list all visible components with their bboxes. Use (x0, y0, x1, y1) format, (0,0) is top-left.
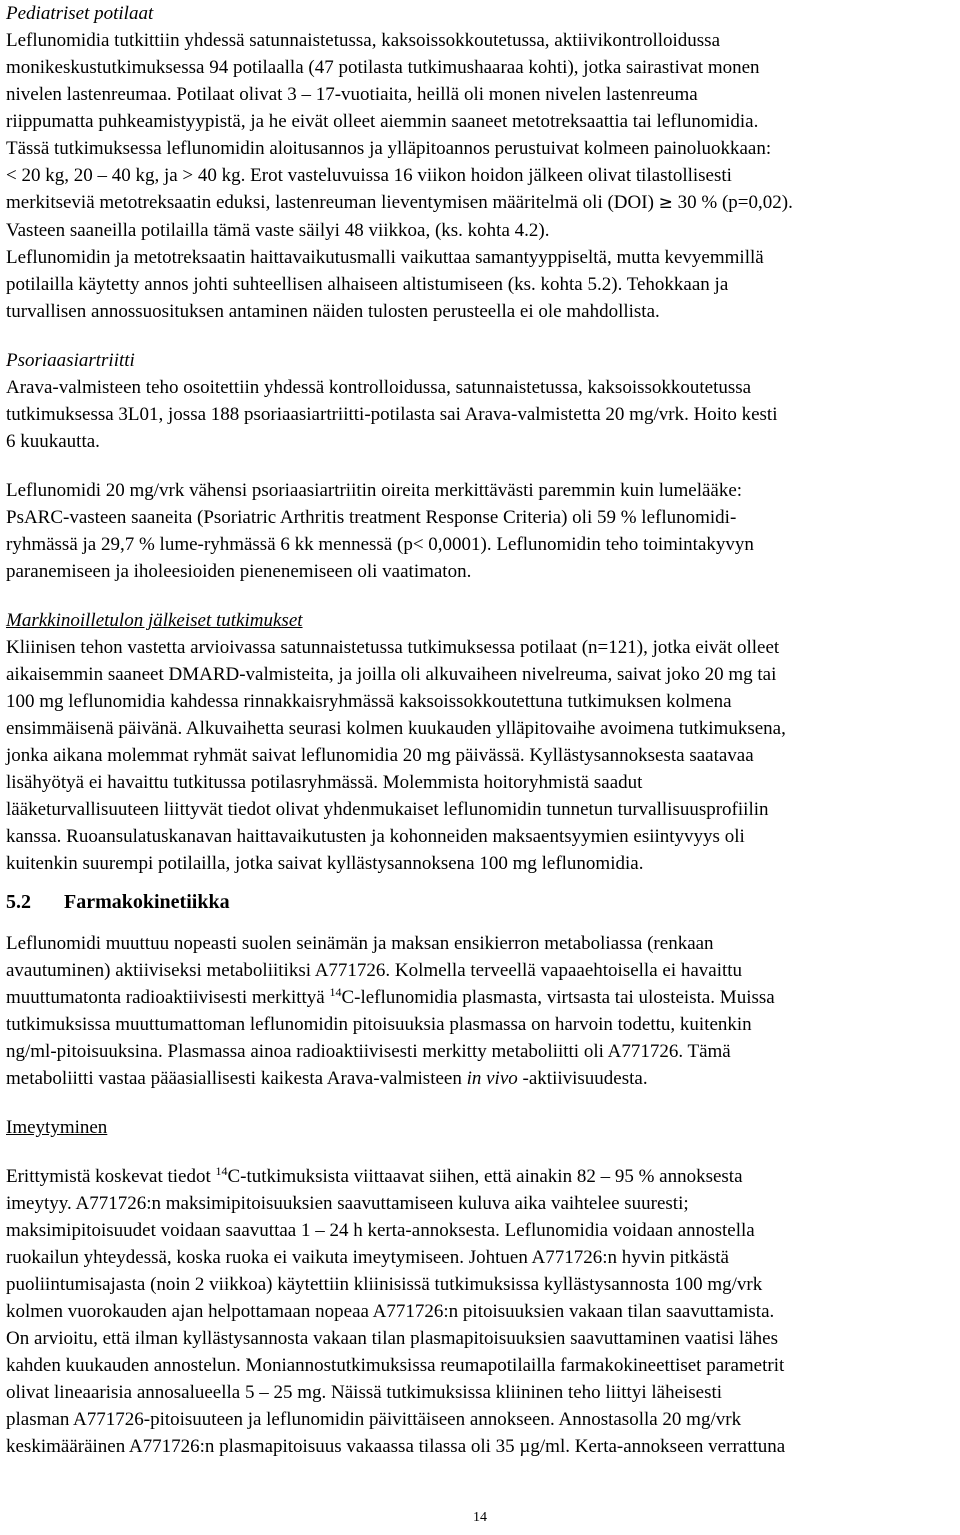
text-span: merkitseviä metotreksaatin eduksi, lastenreuman lieventymisen määritelmä oli (DOI) (6, 192, 654, 213)
postmarketing-section (6, 607, 954, 877)
text-line: < 20 kg, 20 – 40 kg, ja > 40 kg. Erot vasteluvuissa 16 viikon hoidon jälkeen olivat tilastollisesti (6, 165, 732, 186)
psoriatic-results (6, 477, 954, 585)
psoriatic-heading: Psoriaasiartriitti (6, 350, 135, 371)
text-line: lääketurvallisuuteen liittyvät tiedot olivat yhdenmukaiset leflunomidin tunnetun turvallisuusprofiilin (6, 799, 769, 820)
text-line: aikaisemmin saaneet DMARD-valmisteita, ja joilla oli alkuvaiheen nivelreuma, saivat joko 20 mg tai (6, 664, 777, 685)
text-line: tutkimuksessa 3L01, jossa 188 psoriaasiartriitti-potilasta sai Arava-valmistetta 20 mg/vrk. Hoito kesti (6, 404, 778, 425)
text-span: metaboliitti vastaa pääasiallisesti kaikesta Arava-valmisteen (6, 1068, 467, 1089)
text-line: Arava-valmisteen teho osoitettiin yhdessä kontrolloidussa, satunnaistetussa, kaksoissokkoutetussa (6, 377, 752, 398)
text-line: plasman A771726-pitoisuuteen ja leflunomidin päivittäiseen annokseen. Annostasolla 20 mg/vrk (6, 1409, 742, 1430)
pediatric-section (6, 0, 954, 325)
text-line: 100 mg leflunomidia kahdessa rinnakkaisryhmässä kaksoissokkoutettuna tutkimuksen kolmena (6, 691, 732, 712)
text-span: -aktiivisuudesta. (517, 1068, 648, 1089)
text-line: kolmen vuorokauden ajan helpottamaan nopeaa A771726:n pitoisuuksien vakaan tilan saavuttamista. (6, 1301, 775, 1322)
psoriatic-section (6, 347, 954, 455)
text-line: olivat lineaarisia annosalueella 5 – 25 mg. Näissä tutkimuksissa kliininen teho liittyi läheisesti (6, 1382, 723, 1403)
text-span: Erittymistä koskevat tiedot (6, 1166, 216, 1187)
text-line: turvallisen annossuosituksen antaminen näiden tulosten perusteella ei ole mahdollista. (6, 301, 660, 322)
absorption-section (6, 1114, 954, 1460)
text-line: Vasteen saaneilla potilailla tämä vaste säilyi 48 viikkoa, (ks. kohta 4.2). (6, 220, 550, 241)
pediatric-heading: Pediatriset potilaat (6, 3, 154, 24)
text-span: muuttumatonta radioaktiivisesti merkittyä (6, 987, 330, 1008)
text-line: ruokailun yhteydessä, koska ruoka ei vaikuta imeytymiseen. Johtuen A771726:n hyvin pitkästä (6, 1247, 729, 1268)
text-line (6, 189, 954, 217)
text-span: C-leflunomidia plasmasta, virtsasta tai ulosteista. Muissa (341, 987, 775, 1008)
text-line: puoliintumisajasta (noin 2 viikkoa) käytettiin kliinisissä tutkimuksissa kyllästysannosta 100 mg/vrk (6, 1274, 763, 1295)
text-line: kanssa. Ruoansulatuskanavan haittavaikutusten ja kohonneiden maksaentsyymien esiintyvyys oli (6, 826, 745, 847)
text-line: Leflunomidia tutkittiin yhdessä satunnaistetussa, kaksoissokkoutetussa, aktiivikontrolloidussa (6, 30, 721, 51)
section-number: 5.2 (6, 891, 31, 913)
text-line: ryhmässä ja 29,7 % lume-ryhmässä 6 kk mennessä (p< 0,0001). Leflunomidin teho toimintakyvyn (6, 534, 754, 555)
text-line: paranemiseen ja iholeesioiden pienenemiseen oli vaatimaton. (6, 561, 472, 582)
text-line: riippumatta puhkeamistyypistä, ja he eivät olleet aiemmin saaneet metotreksaattia tai leflunomidia. (6, 111, 759, 132)
text-line: tutkimuksissa muuttumattoman leflunomidin pitoisuuksia plasmassa on harvoin todettu, kuitenkin (6, 1014, 752, 1035)
text-line (6, 984, 954, 1011)
text-line: On arvioitu, että ilman kyllästysannosta vakaan tilan plasmapitoisuuksien saavuttaminen vaatisi lähes (6, 1328, 778, 1349)
document-page (6, 0, 954, 1460)
text-line: kuitenkin suurempi potilailla, jotka saivat kyllästysannoksena 100 mg leflunomidia. (6, 853, 644, 874)
text-line: Leflunomidi 20 mg/vrk vähensi psoriaasiartriitin oireita merkittävästi paremmin kuin lumelääke: (6, 480, 743, 501)
section-title: Farmakokinetiikka (64, 891, 230, 913)
text-line: potilailla käytetty annos johti suhteellisen alhaiseen altistumiseen (ks. kohta 5.2). Tehokkaan ja (6, 274, 729, 295)
text-line: PsARC-vasteen saaneita (Psoriatric Arthritis treatment Response Criteria) oli 59 % leflunomidi- (6, 507, 737, 528)
superscript: 14 (215, 1164, 228, 1178)
text-line: imeytyy. A771726:n maksimipitoisuuksien saavuttamiseen kuluva aika vaihtelee suuresti; (6, 1193, 689, 1214)
text-line: maksimipitoisuudet voidaan saavuttaa 1 – 24 h kerta-annoksesta. Leflunomidia voidaan annostella (6, 1220, 755, 1241)
text-line: monikeskustutkimuksessa 94 potilaalla (47 potilasta tutkimushaaraa kohti), jotka sairastivat monen (6, 57, 760, 78)
pharmacokinetics-intro (6, 930, 954, 1092)
text-span: C-tutkimuksista viittaavat siihen, että ainakin 82 – 95 % annoksesta (227, 1166, 743, 1187)
text-line (6, 1163, 954, 1190)
text-line: 6 kuukautta. (6, 431, 100, 452)
text-line: avautuminen) aktiiviseksi metaboliitiksi A771726. Kolmella terveellä vapaaehtoisella ei havaittu (6, 960, 743, 981)
text-line: Leflunomidin ja metotreksaatin haittavaikutusmalli vaikuttaa samantyyppiseltä, mutta kevyemmillä (6, 247, 764, 268)
text-line: Tässä tutkimuksessa leflunomidin aloitusannos ja ylläpitoannos perustuivat kolmeen painoluokkaan: (6, 138, 772, 159)
text-line: ensimmäisenä päivänä. Alkuvaihetta seurasi kolmen kuukauden ylläpitovaihe avoimena tutkimuksena, (6, 718, 786, 739)
greater-equal-symbol: ≥ (658, 193, 673, 213)
text-line (6, 1065, 954, 1092)
section-heading (6, 889, 954, 916)
text-span: 30 % (p=0,02). (677, 192, 793, 213)
page-number: 14 (473, 1510, 487, 1525)
text-line: nivelen lastenreumaa. Potilaat olivat 3 – 17-vuotiaita, heillä oli monen nivelen lastenreuma (6, 84, 698, 105)
text-line: jonka aikana molemmat ryhmät saivat leflunomidia 20 mg päivässä. Kyllästysannoksesta saatavaa (6, 745, 754, 766)
text-line: keskimääräinen A771726:n plasmapitoisuus vakaassa tilassa oli 35 µg/ml. Kerta-annokseen verrattuna (6, 1436, 786, 1457)
absorption-heading: Imeytyminen (6, 1117, 108, 1138)
italic-text: in vivo (466, 1068, 518, 1089)
text-line: Kliinisen tehon vastetta arvioivassa satunnaistetussa tutkimuksessa potilaat (n=121), jotka eivät olleet (6, 637, 780, 658)
superscript: 14 (329, 985, 342, 999)
text-line: ng/ml-pitoisuuksina. Plasmassa ainoa radioaktiivisesti merkitty metaboliitti oli A771726. Tämä (6, 1041, 731, 1062)
text-line: kahden kuukauden annostelun. Moniannostutkimuksissa reumapotilailla farmakokineettiset parametrit (6, 1355, 785, 1376)
text-line: Leflunomidi muuttuu nopeasti suolen seinämän ja maksan ensikierron metaboliassa (renkaan (6, 933, 714, 954)
postmarketing-heading: Markkinoilletulon jälkeiset tutkimukset (6, 610, 303, 631)
text-line: lisähyötyä ei havaittu tutkitussa potilasryhmässä. Molemmista hoitoryhmistä saadut (6, 772, 643, 793)
